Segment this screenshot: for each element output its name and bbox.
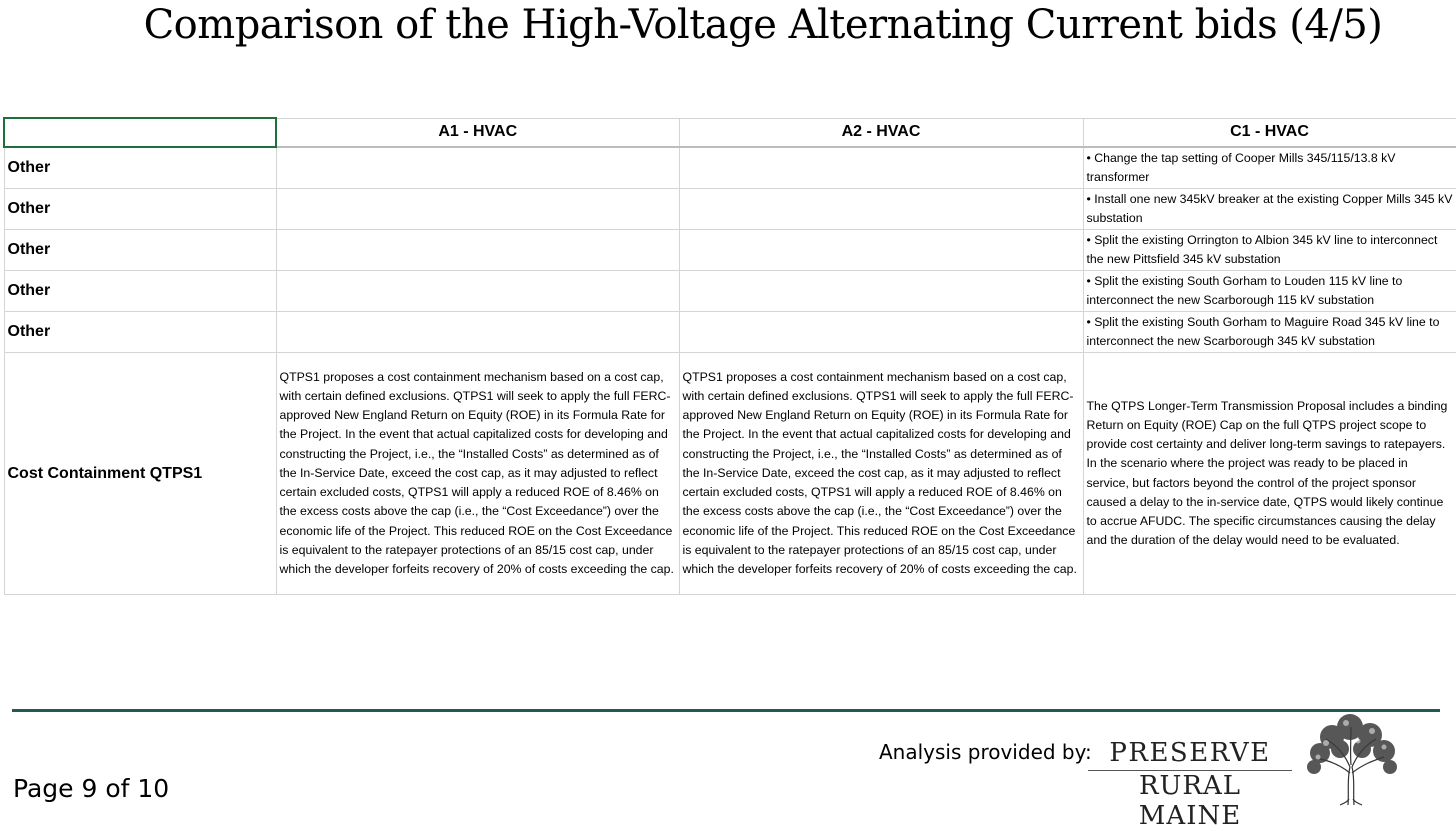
table-cell[interactable] (276, 189, 679, 230)
table-row (4, 312, 1456, 353)
table-cell[interactable] (679, 312, 1083, 353)
table-row (4, 353, 1456, 595)
table-row (4, 147, 1456, 189)
table-cell[interactable] (276, 312, 679, 353)
row-label[interactable]: Other (4, 147, 276, 189)
page-number: Page 9 of 10 (13, 774, 170, 803)
brand-line-1: PRESERVE (1088, 738, 1292, 771)
table-cell[interactable] (276, 271, 679, 312)
table-cell[interactable]: • Split the existing Orrington to Albion 345 kV line to interconnect the new Pittsfield 345 kV substation (1083, 230, 1456, 271)
selected-cell[interactable] (4, 118, 276, 147)
credit-label: Analysis provided by: (879, 740, 1092, 764)
table-cell[interactable] (679, 271, 1083, 312)
table-row (4, 230, 1456, 271)
table-cell[interactable]: The QTPS Longer-Term Transmission Proposal includes a binding Return on Equity (ROE) Cap on the full QTPS project scope to provide cost certainty and deliver long-term savings to ratepayers. In the scenario where the project was ready to be placed in service, but factors beyond the control of the project sponsor caused a delay to the in-service date, QTPS would likely continue to accrue AFUDC. The specific circumstances causing the delay and the duration of the delay would need to be evaluated. (1083, 353, 1456, 595)
table-row (4, 271, 1456, 312)
table-cell[interactable] (679, 230, 1083, 271)
table-cell[interactable]: • Split the existing South Gorham to Louden 115 kV line to interconnect the new Scarborough 115 kV substation (1083, 271, 1456, 312)
brand-line-2: RURAL MAINE (1138, 771, 1242, 831)
column-header-a2: A2 - HVAC (679, 118, 1083, 147)
table-cell[interactable]: QTPS1 proposes a cost containment mechanism based on a cost cap, with certain defined exclusions. QTPS1 will seek to apply the full FERC-approved New England Return on Equity (ROE) in its Formula Rate for the Project. In the event that actual capitalized costs for developing and constructing the Project, i.e., the “Installed Costs” as determined as of the In-Service Date, exceed the cost cap, as it may adjusted to reflect certain excluded costs, QTPS1 will apply a reduced ROE of 8.46% on the excess costs above the cap (i.e., the “Cost Exceedance”) over the economic life of the Project. This reduced ROE on the Cost Exceedance is equivalent to the ratepayer protections of an 85/15 cost cap, under which the developer forfeits recovery of 20% of costs exceeding the cap. (276, 353, 679, 595)
tree-icon (1300, 713, 1402, 807)
table-cell[interactable]: • Install one new 345kV breaker at the existing Copper Mills 345 kV substation (1083, 189, 1456, 230)
row-label[interactable]: Other (4, 271, 276, 312)
table-cell[interactable]: QTPS1 proposes a cost containment mechanism based on a cost cap, with certain defined exclusions. QTPS1 will seek to apply the full FERC-approved New England Return on Equity (ROE) in its Formula Rate for the Project. In the event that actual capitalized costs for developing and constructing the Project, i.e., the “Installed Costs” as determined as of the In-Service Date, exceed the cost cap, as it may adjusted to reflect certain excluded costs, QTPS1 will apply a reduced ROE of 8.46% on the excess costs above the cap (i.e., the “Cost Exceedance”) over the economic life of the Project. This reduced ROE on the Cost Exceedance is equivalent to the ratepayer protections of an 85/15 cost cap, under which the developer forfeits recovery of 20% of costs exceeding the cap. (679, 353, 1083, 595)
column-header-c1: C1 - HVAC (1083, 118, 1456, 147)
table-cell[interactable] (679, 189, 1083, 230)
table-row (4, 189, 1456, 230)
row-label[interactable]: Other (4, 312, 276, 353)
page-title: Comparison of the High-Voltage Alternating Current bids (4/5) (143, 2, 1383, 48)
table-cell[interactable]: • Change the tap setting of Cooper Mills 345/115/13.8 kV transformer (1083, 147, 1456, 189)
table-cell[interactable] (276, 147, 679, 189)
column-header-a1: A1 - HVAC (276, 118, 679, 147)
row-label[interactable]: Cost Containment QTPS1 (4, 353, 276, 595)
footer-divider (12, 709, 1440, 712)
table-cell[interactable] (679, 147, 1083, 189)
row-label[interactable]: Other (4, 189, 276, 230)
row-label[interactable]: Other (4, 230, 276, 271)
brand-logo (1088, 738, 1292, 831)
header-row (4, 118, 1456, 147)
comparison-table (3, 117, 1456, 595)
table-cell[interactable] (276, 230, 679, 271)
table-cell[interactable]: • Split the existing South Gorham to Maguire Road 345 kV line to interconnect the new Scarborough 345 kV substation (1083, 312, 1456, 353)
